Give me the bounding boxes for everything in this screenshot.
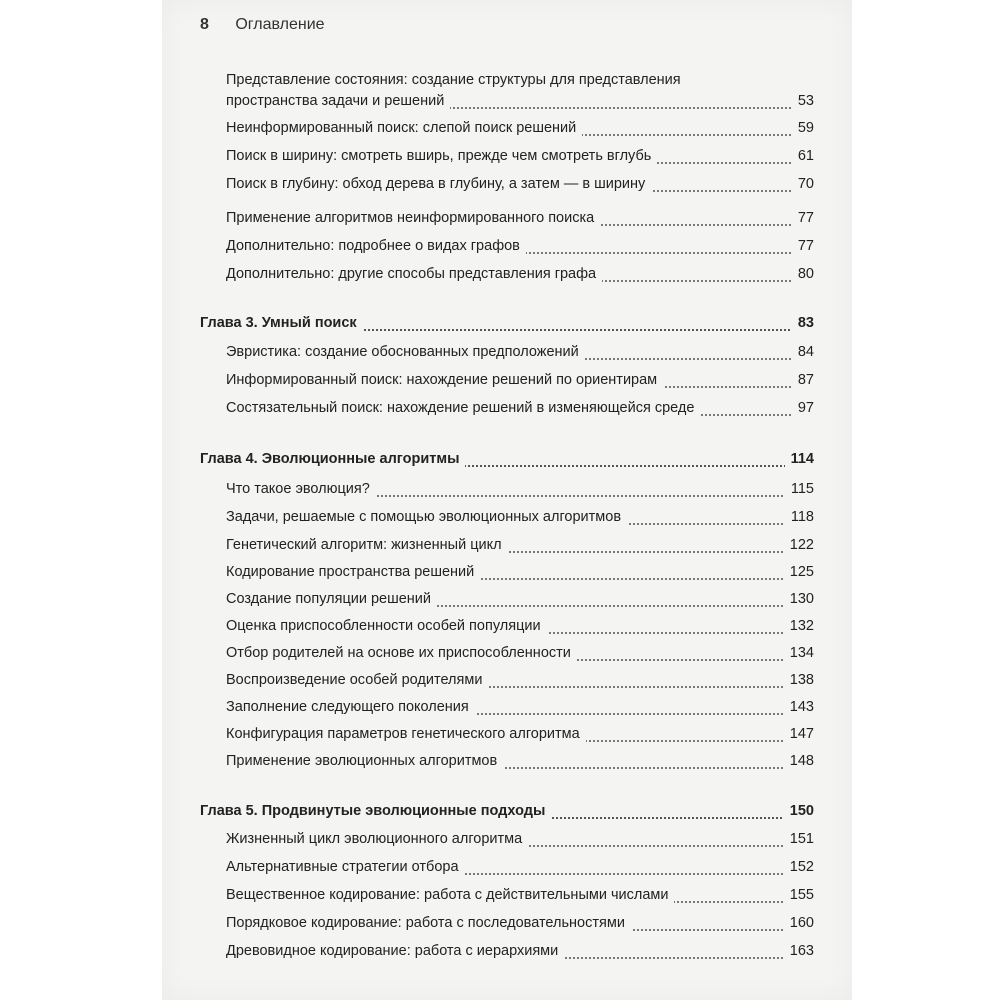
toc-entry-page: 80 bbox=[792, 266, 814, 282]
running-title: Оглавление bbox=[235, 16, 325, 33]
toc-entry-title: Применение эволюционных алгоритмов bbox=[226, 753, 503, 769]
toc-entry-page: 53 bbox=[792, 93, 814, 109]
toc-entry-title: Информированный поиск: нахождение решений по ориентирам bbox=[226, 372, 663, 388]
toc-chapter-title: Глава 5. Продвинутые эволюционные подходы bbox=[200, 803, 551, 819]
toc-entry-selection-strategies[interactable] bbox=[0, 859, 1000, 881]
toc-entry-page: 163 bbox=[784, 943, 814, 959]
toc-entry-title: Представление состояния: создание структуры для представления bbox=[226, 72, 687, 88]
toc-entry-population-creation[interactable] bbox=[0, 591, 1000, 613]
toc-entry-next-generation[interactable] bbox=[0, 699, 1000, 721]
toc-entry-graph-types[interactable] bbox=[0, 238, 1000, 260]
toc-entry-state-representation[interactable] bbox=[0, 72, 1000, 94]
toc-entry-title: Состязательный поиск: нахождение решений в изменяющейся среде bbox=[226, 400, 700, 416]
toc-chapter-page: 114 bbox=[785, 451, 814, 467]
toc-entry-ga-lifecycle[interactable] bbox=[0, 537, 1000, 559]
toc-entry-title: Задачи, решаемые с помощью эволюционных алгоритмов bbox=[226, 509, 627, 525]
toc-entry-page: 132 bbox=[784, 618, 814, 634]
toc-chapter-5[interactable] bbox=[0, 803, 1000, 825]
toc-entry-title: Древовидное кодирование: работа с иерархиями bbox=[226, 943, 564, 959]
toc-entry-title: Порядковое кодирование: работа с последовательностями bbox=[226, 915, 631, 931]
toc-entry-state-representation-cont[interactable] bbox=[0, 93, 1000, 115]
toc-entry-title: Генетический алгоритм: жизненный цикл bbox=[226, 537, 508, 553]
page-header bbox=[200, 16, 325, 34]
toc-entry-page: 77 bbox=[792, 238, 814, 254]
toc-chapter-3[interactable] bbox=[0, 315, 1000, 337]
toc-entry-page: 70 bbox=[792, 176, 814, 192]
toc-entry-fitness-evaluation[interactable] bbox=[0, 618, 1000, 640]
toc-entry-title: Неинформированный поиск: слепой поиск решений bbox=[226, 120, 582, 136]
toc-entry-title: Поиск в ширину: смотреть вширь, прежде чем смотреть вглубь bbox=[226, 148, 657, 164]
toc-entry-title: Воспроизведение особей родителями bbox=[226, 672, 488, 688]
toc-chapter-4[interactable] bbox=[0, 451, 1000, 473]
toc-entry-page: 160 bbox=[784, 915, 814, 931]
toc-entry-page: 59 bbox=[792, 120, 814, 136]
toc-entry-heuristics[interactable] bbox=[0, 344, 1000, 366]
toc-entry-what-is-evolution[interactable] bbox=[0, 481, 1000, 503]
toc-entry-tree-encoding[interactable] bbox=[0, 943, 1000, 965]
page-number: 8 bbox=[200, 16, 209, 33]
toc-entry-title: Дополнительно: другие способы представления графа bbox=[226, 266, 602, 282]
toc-entry-dfs[interactable] bbox=[0, 176, 1000, 198]
toc-entry-title: Альтернативные стратегии отбора bbox=[226, 859, 465, 875]
toc-entry-uninformed-applications[interactable] bbox=[0, 210, 1000, 232]
toc-entry-title: Оценка приспособленности особей популяции bbox=[226, 618, 547, 634]
toc-entry-title: Заполнение следующего поколения bbox=[226, 699, 475, 715]
toc-entry-title: Применение алгоритмов неинформированного поиска bbox=[226, 210, 600, 226]
toc-entry-page: 138 bbox=[784, 672, 814, 688]
toc-entry-page: 77 bbox=[792, 210, 814, 226]
toc-entry-ea-applications[interactable] bbox=[0, 753, 1000, 775]
toc-entry-parent-selection[interactable] bbox=[0, 645, 1000, 667]
toc-entry-page: 130 bbox=[784, 591, 814, 607]
toc-entry-real-value-encoding[interactable] bbox=[0, 887, 1000, 909]
toc-entry-evolutionary-problems[interactable] bbox=[0, 509, 1000, 531]
toc-entry-title: Кодирование пространства решений bbox=[226, 564, 480, 580]
toc-chapter-title: Глава 3. Умный поиск bbox=[200, 315, 363, 331]
toc-entry-page: 61 bbox=[792, 148, 814, 164]
toc-entry-graph-representations[interactable] bbox=[0, 266, 1000, 288]
toc-entry-title: Что такое эволюция? bbox=[226, 481, 376, 497]
toc-entry-title: пространства задачи и решений bbox=[226, 93, 450, 109]
toc-entry-page: 143 bbox=[784, 699, 814, 715]
toc-entry-page: 148 bbox=[784, 753, 814, 769]
toc-entry-page: 155 bbox=[784, 887, 814, 903]
toc-entry-page: 122 bbox=[784, 537, 814, 553]
toc-entry-title: Дополнительно: подробнее о видах графов bbox=[226, 238, 526, 254]
toc-entry-title: Создание популяции решений bbox=[226, 591, 437, 607]
toc-entry-title: Эвристика: создание обоснованных предположений bbox=[226, 344, 585, 360]
toc-entry-bfs[interactable] bbox=[0, 148, 1000, 170]
toc-entry-title: Поиск в глубину: обход дерева в глубину, а затем — в ширину bbox=[226, 176, 651, 192]
toc-entry-page: 87 bbox=[792, 372, 814, 388]
toc-entry-reproduction[interactable] bbox=[0, 672, 1000, 694]
toc-entry-ea-lifecycle[interactable] bbox=[0, 831, 1000, 853]
toc-entry-uninformed-search[interactable] bbox=[0, 120, 1000, 142]
toc-entry-page: 97 bbox=[792, 400, 814, 416]
toc-entry-page: 84 bbox=[792, 344, 814, 360]
toc-entry-title: Конфигурация параметров генетического алгоритма bbox=[226, 726, 586, 742]
toc-entry-page: 115 bbox=[785, 481, 814, 497]
toc-entry-ga-parameters[interactable] bbox=[0, 726, 1000, 748]
toc-entry-page: 151 bbox=[784, 831, 814, 847]
toc-entry-title: Жизненный цикл эволюционного алгоритма bbox=[226, 831, 528, 847]
toc-chapter-page: 83 bbox=[792, 315, 814, 331]
toc-entry-page: 147 bbox=[784, 726, 814, 742]
toc-entry-title: Отбор родителей на основе их приспособленности bbox=[226, 645, 577, 661]
toc-chapter-title: Глава 4. Эволюционные алгоритмы bbox=[200, 451, 465, 467]
toc-entry-page: 125 bbox=[784, 564, 814, 580]
toc-entry-informed-search[interactable] bbox=[0, 372, 1000, 394]
toc-entry-adversarial-search[interactable] bbox=[0, 400, 1000, 422]
toc-chapter-page: 150 bbox=[784, 803, 814, 819]
toc-entry-page: 134 bbox=[784, 645, 814, 661]
toc-entry-order-encoding[interactable] bbox=[0, 915, 1000, 937]
toc-entry-page: 118 bbox=[785, 509, 814, 525]
toc-entry-title: Вещественное кодирование: работа с действительными числами bbox=[226, 887, 674, 903]
toc-entry-page: 152 bbox=[784, 859, 814, 875]
toc-entry-solution-encoding[interactable] bbox=[0, 564, 1000, 586]
